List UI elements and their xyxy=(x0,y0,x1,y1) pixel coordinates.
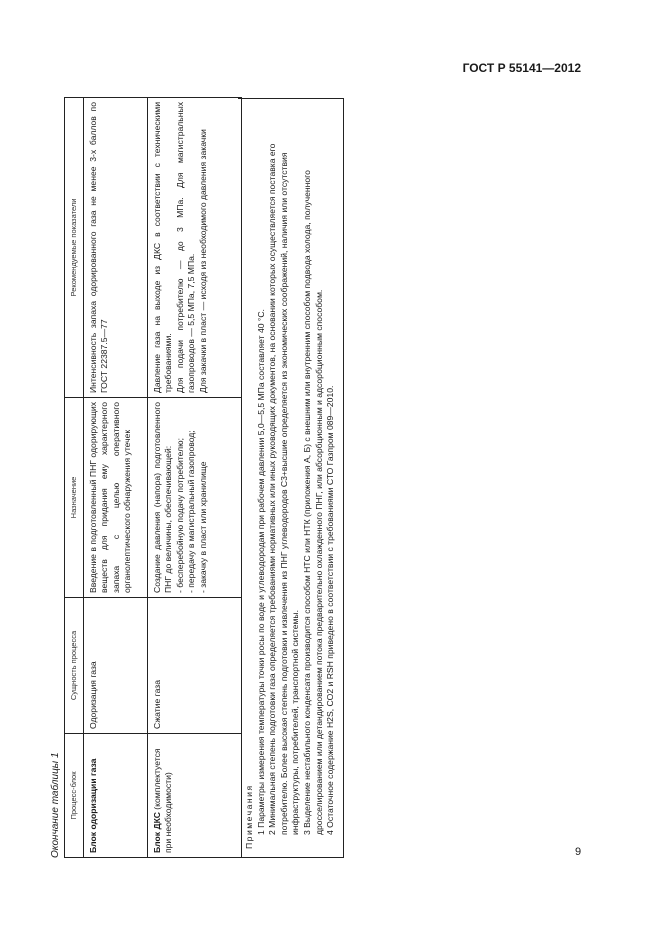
purpose-line: - передачу в магистральный газопровод; xyxy=(186,430,197,593)
notes-heading: Примечания xyxy=(244,784,254,849)
note-item: 4 Остаточное содержание H2S, CO2 и RSH приведено в соответствии с требованиями СТО Газпром 089—2010. xyxy=(325,385,336,835)
note-item: 2 Минимальная степень подготовки газа определяется требованиями нормативных или иных руководящих документов, на основании которых осуществляется поставка его потребителю. Более высокая степень подготовки и извлечения из ПНГ углеводородов C3+высшие определяется из экономических соображений, наличия или отсутствия инфраструктуры, потребителей, транспортной системы. xyxy=(267,143,301,835)
purpose-cell: Введение в подготовленный ПНГ одорирующих веществ для придания ему характерного запаха с целью оперативного органолептического обнаружения утечек xyxy=(83,398,147,598)
block-name: Блок одоризации газа xyxy=(87,758,98,853)
essence-cell: Одоризация газа xyxy=(83,598,147,734)
document-code: ГОСТ Р 55141—2012 xyxy=(462,61,581,75)
table-row xyxy=(147,98,241,858)
indicators-cell xyxy=(147,98,241,398)
purpose-cell xyxy=(147,398,241,598)
column-header: Сущность процесса xyxy=(65,598,84,734)
column-header: Процесс-блок xyxy=(65,734,84,858)
indicator-line: Для закачки в пласт — исходя из необходимого давления закачки xyxy=(197,129,208,393)
table-continuation-caption: Окончание таблицы 1 xyxy=(50,752,61,858)
block-cell xyxy=(83,734,147,858)
indicator-line: Для подачи потребителю — до 3 МПа. Для магистральных газопроводов — 5,5 МПа, 7,5 МПа. xyxy=(174,102,197,393)
indicator-line: Давление газа на выходе из ДКС в соответствии с техническими требованиями. xyxy=(151,102,174,393)
block-note: (комплектуется при необходимости) xyxy=(151,748,174,853)
column-header: Рекомендуемые показатели xyxy=(65,98,84,398)
process-table xyxy=(64,97,242,858)
column-header: Назначение xyxy=(65,398,84,598)
indicators-cell: Интенсивность запаха одорированного газа не менее 3-х баллов по ГОСТ 22387.5—77 xyxy=(83,98,147,398)
block-cell xyxy=(147,734,241,858)
purpose-line: - закачку в пласт или хранилище xyxy=(197,461,208,593)
page-number: 9 xyxy=(575,846,582,858)
essence-cell: Сжатие газа xyxy=(147,598,241,734)
table-header-row xyxy=(65,98,84,858)
purpose-line: Создание давления (напора) подготовленного ПНГ до величины, обеспечивающей: xyxy=(151,402,174,593)
notes-block xyxy=(238,98,344,858)
table-row xyxy=(83,98,147,858)
rotated-table-content xyxy=(50,98,362,858)
note-item: 1 Параметры измерения температуры точки росы по воде и углеводородам при рабочем давлении 5,0—5,5 МПа составляет 40 °С. xyxy=(255,309,266,835)
purpose-line: - бесперебойную подачу потребителю; xyxy=(174,438,185,593)
note-item: 3 Выделение нестабильного конденсата производится способом НТС или НТК (приложения А, Б) с внешним или внутренним способом подвода холода, полученного дросселированием или детандированием потока предварительно охлажденного ПНГ, или абсорбционным и адсорбционным способом. xyxy=(301,170,324,835)
block-name: Блок ДКС xyxy=(151,812,162,853)
